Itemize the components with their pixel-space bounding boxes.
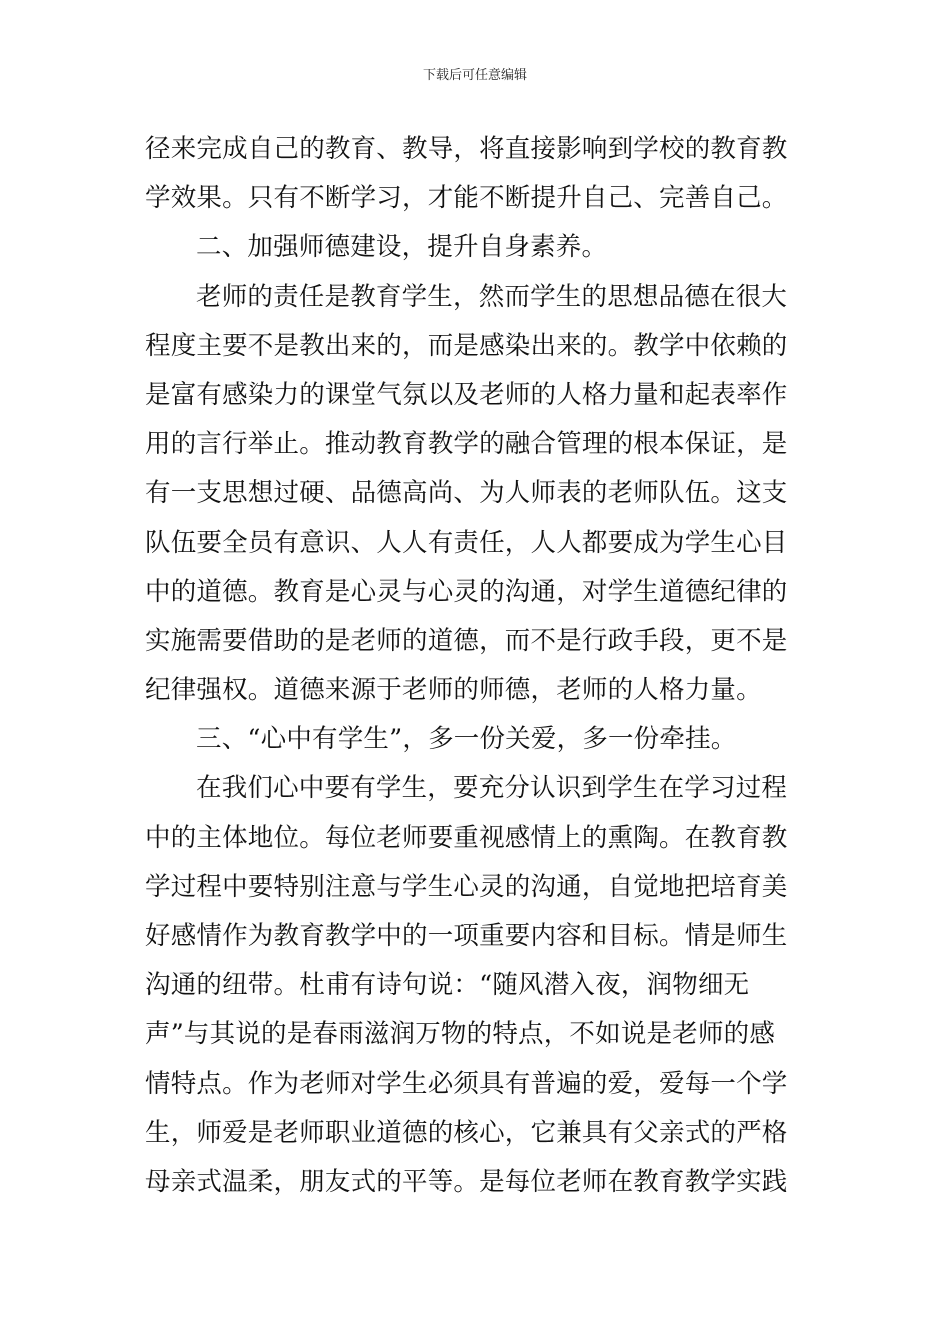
text-line: 实施需要借助的是老师的道德，而不是行政手段，更不是 xyxy=(145,625,788,656)
text-line: 纪律强权。道德来源于老师的师德，老师的人格力量。 xyxy=(145,675,762,706)
text-line: 好感情作为教育教学中的一项重要内容和目标。情是师生 xyxy=(145,921,788,951)
text-line: 中的道德。教育是心灵与心灵的沟通，对学生道德纪律的 xyxy=(145,576,788,607)
text-line: 沟通的纽带。杜甫有诗句说：“随风潜入夜，润物细无 xyxy=(145,970,750,1001)
page-header: 下载后可任意编辑 xyxy=(422,68,527,83)
text-line: 程度主要不是教出来的，而是感染出来的。教学中依赖的 xyxy=(145,330,788,361)
text-line: 学效果。只有不断学习，才能不断提升自己、完善自己。 xyxy=(145,183,788,214)
text-line: 用的言行举止。推动教育教学的融合管理的根本保证，是 xyxy=(145,429,788,460)
text-line: 中的主体地位。每位老师要重视感情上的熏陶。在教育教 xyxy=(145,822,788,853)
text-line: 在我们心中要有学生，要充分认识到学生在学习过程 xyxy=(196,773,788,804)
text-line: 母亲式温柔，朋友式的平等。是每位老师在教育教学实践 xyxy=(145,1166,788,1197)
text-line: 声”与其说的是春雨滋润万物的特点，不如说是老师的感 xyxy=(145,1019,776,1050)
text-line: 二、加强师德建设，提升自身素养。 xyxy=(196,232,608,263)
text-line: 老师的责任是教育学生，然而学生的思想品德在很大 xyxy=(196,281,788,312)
text-line: 队伍要全员有意识、人人有责任，人人都要成为学生心目 xyxy=(145,527,788,558)
text-line: 生，师爱是老师职业道德的核心，它兼具有父亲式的严格 xyxy=(145,1117,788,1148)
document-body xyxy=(145,125,810,1207)
text-line: 情特点。作为老师对学生必须具有普遍的爱，爱每一个学 xyxy=(145,1068,788,1099)
text-line: 有一支思想过硬、品德高尚、为人师表的老师队伍。这支 xyxy=(145,478,788,509)
text-line: 径来完成自己的教育、教导，将直接影响到学校的教育教 xyxy=(145,134,788,164)
text-line: 学过程中要特别注意与学生心灵的沟通，自觉地把培育美 xyxy=(145,871,788,902)
text-line: 是富有感染力的课堂气氛以及老师的人格力量和起表率作 xyxy=(145,379,788,410)
text-line: 三、“心中有学生”，多一份关爱，多一份牵挂。 xyxy=(196,724,737,755)
